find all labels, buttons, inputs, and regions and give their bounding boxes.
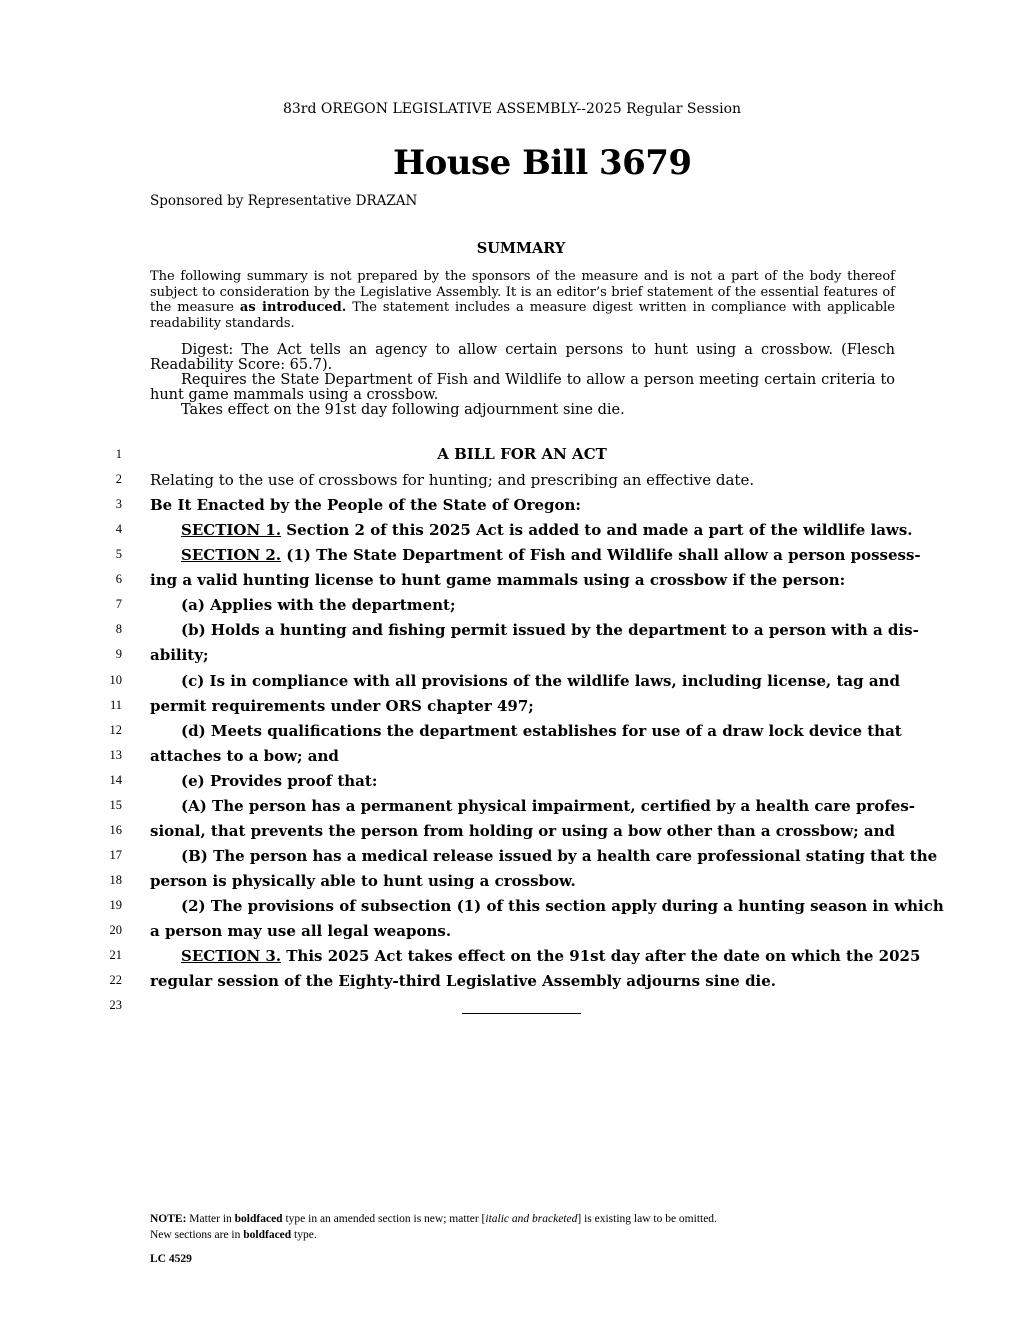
bill-line: (a) Applies with the department;	[181, 596, 456, 614]
bill-line: (b) Holds a hunting and fishing permit issued by the department to a person with a dis-	[181, 621, 919, 639]
summary-paragraph: The following summary is not prepared by the sponsors of the measure and is not a part of the body thereof subject to consideration by the Legislative Assembly. It is an editor’s brief statement of the essential features of the measure as introduced. The statement includes a measure digest written in compliance with applicable readability standards.	[150, 269, 896, 331]
footer-note: NOTE: Matter in boldfaced type in an amended section is new; matter [italic and bracketed] is existing law to be omitted. New sections are in boldfaced type.	[150, 1213, 717, 1241]
line-number: 3	[115, 497, 122, 511]
line-number: 9	[115, 647, 122, 661]
bill-line: a person may use all legal weapons.	[150, 922, 452, 940]
line-number: 11	[109, 698, 122, 712]
lc-number: LC 4529	[150, 1253, 192, 1265]
digest-paragraph: Requires the State Department of Fish and Wildlife to allow a person meeting certain criteria to hunt game mammals using a crossbow.	[150, 372, 895, 403]
line-number: 1	[115, 447, 122, 461]
summary-heading: SUMMARY	[476, 240, 566, 257]
bill-line: person is physically able to hunt using a crossbow.	[150, 872, 576, 890]
line-number: 14	[109, 773, 122, 787]
line-number: 21	[109, 948, 122, 962]
bill-title: House Bill 3679	[393, 143, 692, 183]
section-2: SECTION 2. (1) The State Department of Fish and Wildlife shall allow a person possess-	[181, 546, 921, 564]
digest-block	[150, 343, 895, 418]
bill-line: (A) The person has a permanent physical impairment, certified by a health care profes-	[181, 797, 916, 815]
line-number: 6	[115, 572, 122, 586]
line-number: 22	[109, 973, 122, 987]
line-number: 18	[109, 873, 122, 887]
section-2-label: SECTION 2.	[181, 546, 282, 564]
line-number: 2	[115, 472, 122, 486]
line-number: 16	[109, 823, 122, 837]
line-number: 4	[115, 522, 122, 536]
relating-clause: Relating to the use of crossbows for hunting; and prescribing an effective date.	[150, 471, 755, 489]
bill-line: attaches to a bow; and	[150, 747, 339, 765]
bill-line: ing a valid hunting license to hunt game mammals using a crossbow if the person:	[150, 571, 846, 589]
digest-paragraph: Takes effect on the 91st day following adjournment sine die.	[181, 402, 625, 418]
section-1-label: SECTION 1.	[181, 521, 282, 539]
enacting-clause: Be It Enacted by the People of the State of Oregon:	[150, 496, 581, 514]
bill-line: (2) The provisions of subsection (1) of this section apply during a hunting season in which	[181, 897, 944, 915]
bill-heading: A BILL FOR AN ACT	[437, 445, 607, 463]
line-number: 8	[115, 622, 122, 636]
line-number: 13	[109, 748, 122, 762]
line-number: 19	[109, 898, 122, 912]
bill-line: regular session of the Eighty-third Legislative Assembly adjourns sine die.	[150, 972, 777, 990]
line-number: 7	[115, 597, 122, 611]
end-rule	[462, 1013, 581, 1014]
digest-paragraph: Digest: The Act tells an agency to allow certain persons to hunt using a crossbow. (Flesch Readability Score: 65.7).	[150, 342, 895, 373]
bill-line: (c) Is in compliance with all provisions of the wildlife laws, including license, tag and	[181, 672, 900, 690]
bill-line: (d) Meets qualifications the department establishes for use of a draw lock device that	[181, 722, 902, 740]
session-header: 83rd OREGON LEGISLATIVE ASSEMBLY--2025 Regular Session	[282, 101, 742, 117]
line-number: 17	[109, 848, 122, 862]
bill-line: ability;	[150, 646, 209, 664]
line-number: 5	[115, 547, 122, 561]
section-3-label: SECTION 3.	[181, 947, 282, 965]
line-number: 23	[109, 998, 122, 1012]
sponsor-line: Sponsored by Representative DRAZAN	[150, 193, 418, 209]
bill-line: (B) The person has a medical release issued by a health care professional stating that the	[181, 847, 938, 865]
bill-line: (e) Provides proof that:	[181, 772, 378, 790]
line-number: 20	[109, 923, 122, 937]
bill-line: permit requirements under ORS chapter 497;	[150, 697, 534, 715]
section-3: SECTION 3. This 2025 Act takes effect on the 91st day after the date on which the 2025	[181, 947, 921, 965]
bill-line: sional, that prevents the person from holding or using a bow other than a crossbow; and	[150, 822, 895, 840]
line-number: 10	[109, 673, 122, 687]
line-number: 15	[109, 798, 122, 812]
section-1: SECTION 1. Section 2 of this 2025 Act is added to and made a part of the wildlife laws.	[181, 521, 913, 539]
line-number: 12	[109, 723, 122, 737]
